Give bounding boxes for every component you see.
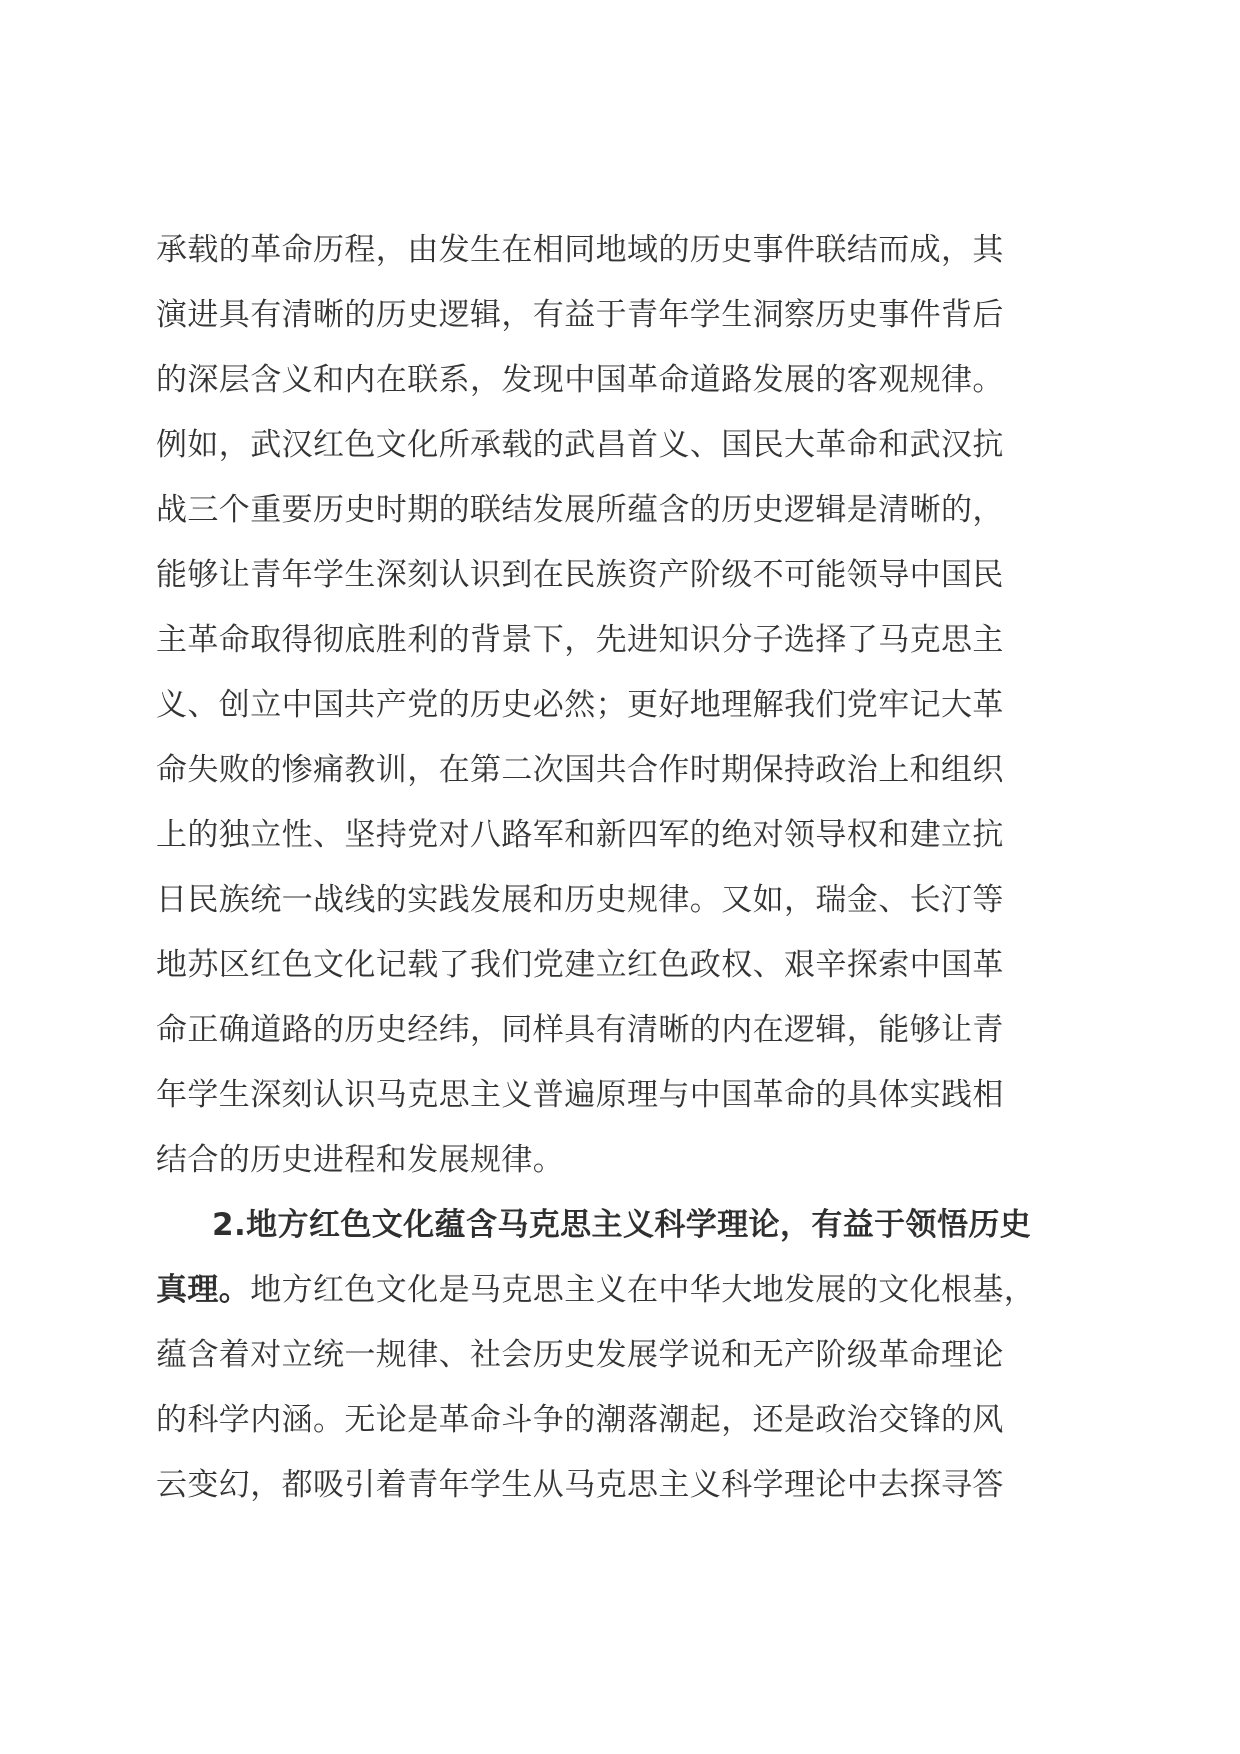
text-line [156, 1258, 1086, 1323]
text-line: 地苏区红色文化记载了我们党建立红色政权、艰辛探索中国革 [156, 947, 1004, 983]
text-line: 日民族统一战线的实践发展和历史规律。又如，瑞金、长汀等 [156, 882, 1004, 918]
body-text [156, 218, 1086, 1518]
paragraph-1 [156, 218, 1086, 1193]
text-line: 命正确道路的历史经纬，同样具有清晰的内在逻辑，能够让青 [156, 1012, 1004, 1048]
text-line: 战三个重要历史时期的联结发展所蕴含的历史逻辑是清晰的， [156, 492, 1004, 528]
text-run: 地方红色文化是马克思主义在中华大地发展的文化根基， [250, 1272, 1036, 1308]
section-heading: 2.地方红色文化蕴含马克思主义科学理论，有益于领悟历史 [212, 1207, 1032, 1243]
text-line: 义、创立中国共产党的历史必然；更好地理解我们党牢记大革 [156, 687, 1004, 723]
text-line: 主革命取得彻底胜利的背景下，先进知识分子选择了马克思主 [156, 622, 1004, 658]
text-line: 命失败的惨痛教训，在第二次国共合作时期保持政治上和组织 [156, 752, 1004, 788]
section-heading-end: 真理。 [156, 1272, 251, 1308]
text-line: 上的独立性、坚持党对八路军和新四军的绝对领导权和建立抗 [156, 817, 1004, 853]
text-line: 蕴含着对立统一规律、社会历史发展学说和无产阶级革命理论 [156, 1337, 1004, 1373]
text-line: 结合的历史进程和发展规律。 [156, 1142, 565, 1178]
text-line: 的深层含义和内在联系，发现中国革命道路发展的客观规律。 [156, 362, 1004, 398]
text-line: 演进具有清晰的历史逻辑，有益于青年学生洞察历史事件背后 [156, 297, 1004, 333]
text-line: 的科学内涵。无论是革命斗争的潮落潮起，还是政治交锋的风 [156, 1402, 1004, 1438]
text-line: 承载的革命历程，由发生在相同地域的历史事件联结而成，其 [156, 232, 1004, 268]
text-line: 云变幻，都吸引着青年学生从马克思主义科学理论中去探寻答 [156, 1467, 1004, 1503]
paragraph-2 [156, 1193, 1086, 1518]
text-line: 能够让青年学生深刻认识到在民族资产阶级不可能领导中国民 [156, 557, 1004, 593]
text-line: 年学生深刻认识马克思主义普遍原理与中国革命的具体实践相 [156, 1077, 1004, 1113]
text-line: 例如，武汉红色文化所承载的武昌首义、国民大革命和武汉抗 [156, 427, 1004, 463]
